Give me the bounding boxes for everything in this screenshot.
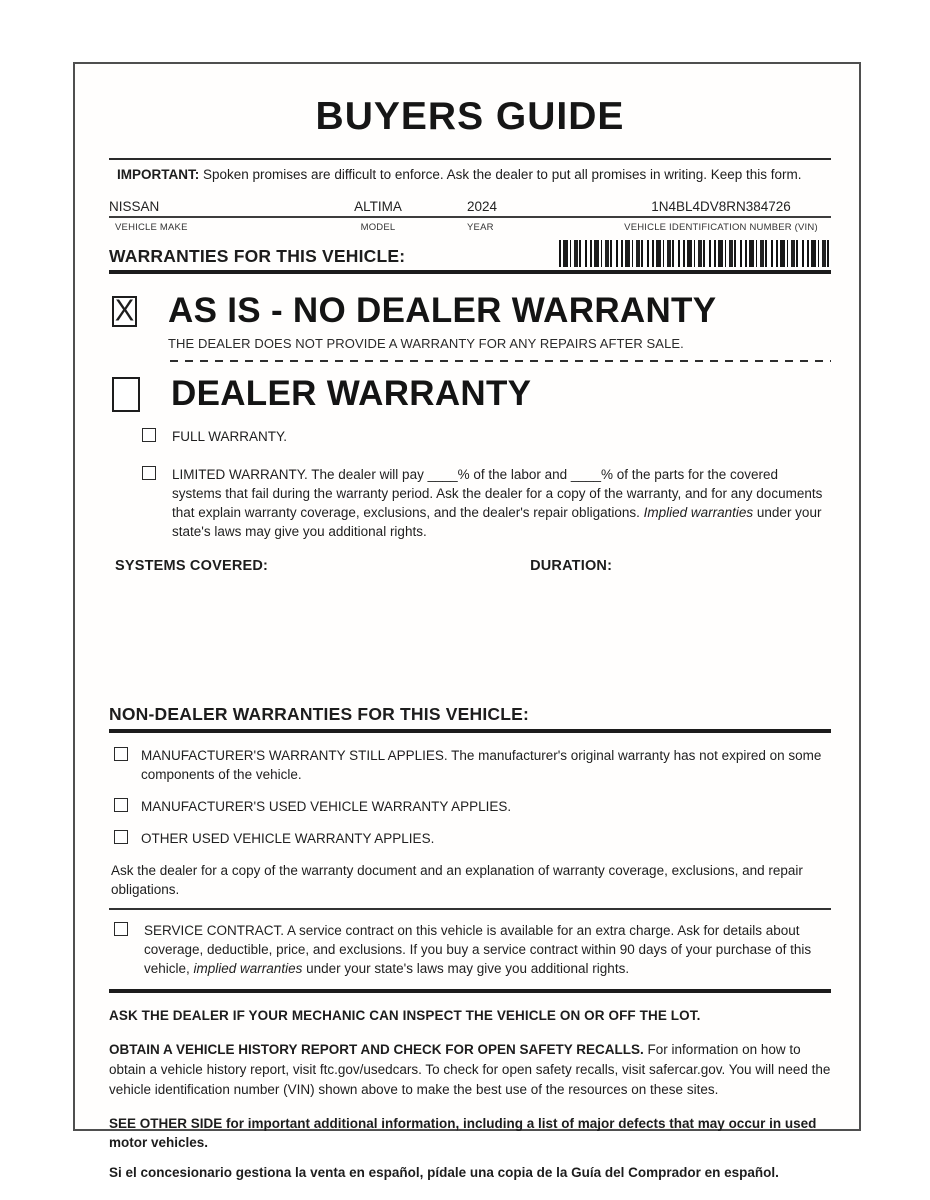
service-contract-lead: SERVICE CONTRACT.: [144, 923, 285, 938]
dealer-warranty-checkbox[interactable]: [112, 377, 140, 412]
manufacturers-warranty-item: [114, 746, 831, 784]
see-other-side-notice: SEE OTHER SIDE for important additional information, including a list of major defects that may occur in used motor vehicles.: [109, 1116, 817, 1150]
vehicle-make-value: NISSAN: [109, 199, 160, 214]
warranty-document-note: Ask the dealer for a copy of the warranty document and an explanation of warranty coverage, exclusions, and repair obligations.: [111, 863, 803, 897]
other-used-warranty-text: OTHER USED VEHICLE WARRANTY APPLIES.: [141, 831, 435, 846]
divider: [109, 989, 831, 993]
page-title: BUYERS GUIDE: [315, 95, 625, 138]
as-is-check-mark: X: [114, 294, 135, 328]
vehicle-year-value: 2024: [467, 199, 498, 214]
vin-barcode: [559, 240, 831, 267]
important-text: Spoken promises are difficult to enforce. Ask the dealer to put all promises in writing. Keep this form.: [199, 167, 802, 182]
manufacturers-warranty-checkbox[interactable]: [114, 747, 128, 761]
dealer-warranty-section: [109, 375, 831, 412]
service-contract-checkbox[interactable]: [114, 922, 128, 936]
as-is-subtitle: THE DEALER DOES NOT PROVIDE A WARRANTY FOR ANY REPAIRS AFTER SALE.: [168, 336, 684, 351]
other-used-warranty-item: [114, 829, 831, 848]
limited-warranty-lead: LIMITED WARRANTY.: [172, 467, 308, 482]
buyers-guide-form: [73, 62, 861, 1180]
non-dealer-items: [109, 746, 831, 848]
manufacturers-used-warranty-item: [114, 797, 831, 816]
manufacturers-used-warranty-text: MANUFACTURER'S USED VEHICLE WARRANTY APPLIES.: [141, 799, 512, 814]
vehicle-model-label: MODEL: [360, 222, 396, 233]
vehicle-vin-label: VEHICLE IDENTIFICATION NUMBER (VIN): [624, 222, 818, 233]
vehicle-model-value: ALTIMA: [354, 199, 402, 214]
systems-covered-label: SYSTEMS COVERED:: [115, 558, 269, 574]
divider: [109, 729, 831, 733]
divider: [109, 908, 831, 910]
manufacturers-used-warranty-checkbox[interactable]: [114, 798, 128, 812]
vehicle-year-label: YEAR: [467, 222, 494, 233]
full-warranty-item: [142, 427, 831, 446]
full-warranty-checkbox[interactable]: [142, 428, 156, 442]
as-is-title: AS IS - NO DEALER WARRANTY: [168, 291, 717, 330]
limited-warranty-text: LIMITED WARRANTY. The dealer will pay ____% of the labor and ____% of the parts for the covered systems that fail during the warranty period. Ask the dealer for a copy of the warranty, and for any documents that explain warranty coverage, exclusions, and the dealer's repair obligations. Implied warranties under your state's laws may give you additional rights.: [172, 467, 823, 539]
service-contract-item: [114, 921, 831, 978]
dashed-divider: [170, 360, 831, 362]
spanish-notice: Si el concesionario gestiona la venta en español, pídale una copia de la Guía del Comprador en español.: [109, 1165, 779, 1180]
vehicle-values-row: [109, 199, 831, 218]
vehicle-history-lead: OBTAIN A VEHICLE HISTORY REPORT AND CHECK FOR OPEN SAFETY RECALLS.: [109, 1042, 644, 1057]
important-label: IMPORTANT:: [117, 167, 200, 182]
divider: [109, 158, 831, 160]
implied-warranties-italic: implied warranties: [193, 961, 303, 976]
as-is-text: [168, 293, 716, 351]
warranties-heading: WARRANTIES FOR THIS VEHICLE:: [109, 246, 406, 266]
divider: [109, 270, 831, 274]
other-used-warranty-checkbox[interactable]: [114, 830, 128, 844]
as-is-checkbox[interactable]: [112, 296, 137, 327]
warranties-heading-row: [109, 240, 831, 267]
implied-warranties-italic: Implied warranties: [643, 505, 754, 520]
vehicle-vin-value: 1N4BL4DV8RN384726: [651, 199, 791, 214]
non-dealer-heading: NON-DEALER WARRANTIES FOR THIS VEHICLE:: [109, 704, 530, 724]
dealer-warranty-title: DEALER WARRANTY: [171, 374, 532, 413]
systems-duration-row: [109, 558, 831, 574]
as-is-section: [109, 293, 831, 351]
duration-label: DURATION:: [530, 558, 613, 574]
full-warranty-label: FULL WARRANTY.: [172, 429, 288, 444]
service-contract-text: SERVICE CONTRACT. A service contract on this vehicle is available for an extra charge. Ask for details about coverage, deductible, price, and exclusions. If you buy a service contract within 90 days of your purchase of this vehicle, implied warranties under your state's laws may give you additional rights.: [144, 923, 812, 976]
vehicle-labels-row: [109, 218, 831, 233]
manufacturers-warranty-text: MANUFACTURER'S WARRANTY STILL APPLIES. The manufacturer's original warranty has not expired on some components of the vehicle.: [141, 748, 822, 782]
limited-warranty-item: [142, 465, 831, 541]
limited-warranty-checkbox[interactable]: [142, 466, 156, 480]
vehicle-make-label: VEHICLE MAKE: [115, 222, 188, 233]
important-notice: [109, 167, 831, 182]
vehicle-history-notice: OBTAIN A VEHICLE HISTORY REPORT AND CHECK FOR OPEN SAFETY RECALLS. For information on how to obtain a vehicle history report, visit ftc.gov/usedcars. To check for open safety recalls, visit safercar.gov. You will need the vehicle identification number (VIN) shown above to make the best use of the resources on these sites.: [109, 1042, 831, 1097]
mechanic-inspect-notice: ASK THE DEALER IF YOUR MECHANIC CAN INSPECT THE VEHICLE ON OR OFF THE LOT.: [109, 1008, 701, 1023]
